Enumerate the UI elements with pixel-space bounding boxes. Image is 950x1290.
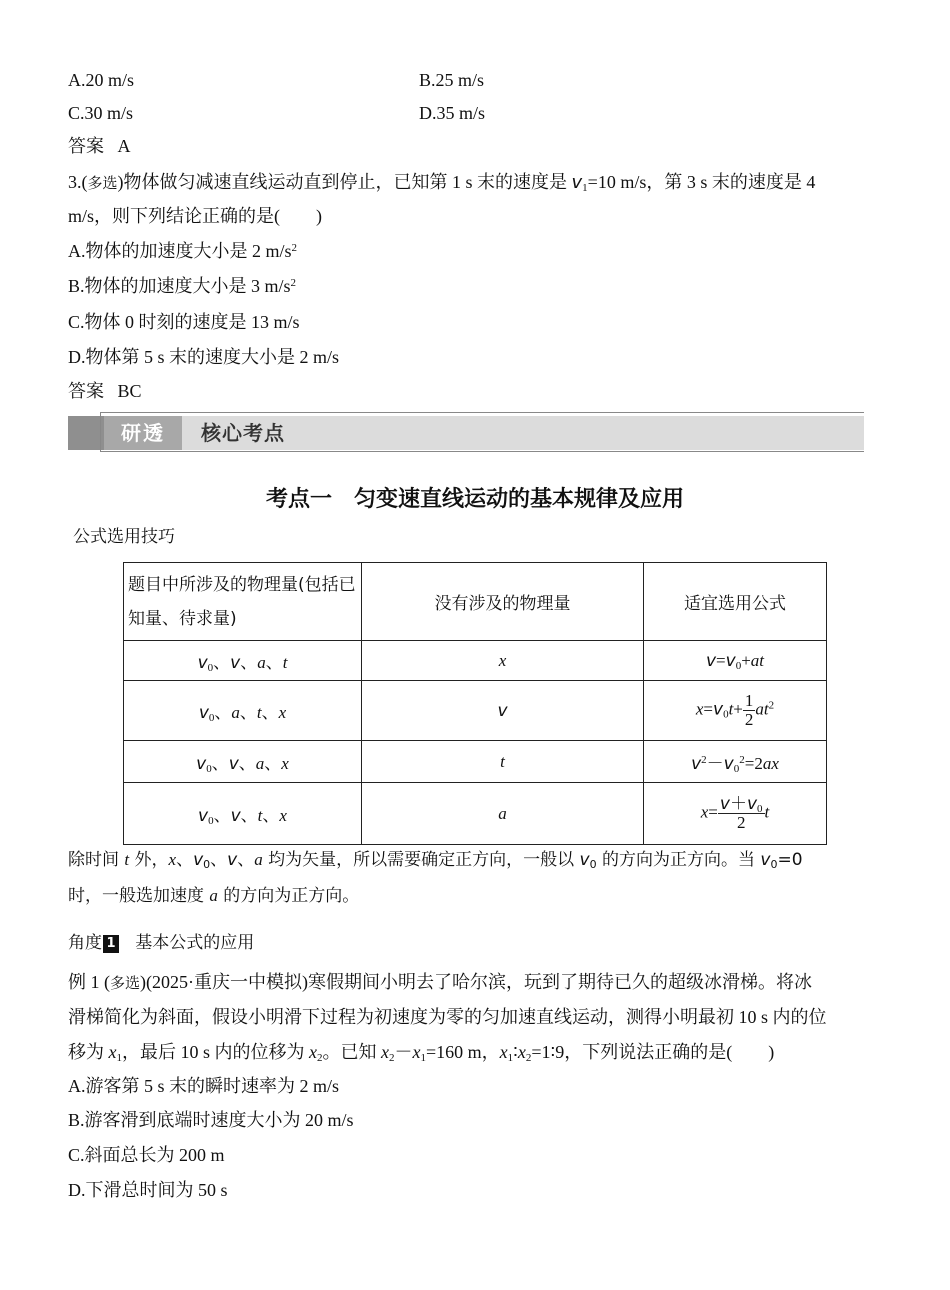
q3-stem-2: =10 m/s，第 3 s 末的速度是 4 <box>587 172 816 192</box>
q3-option-a: A.物体的加速度大小是 2 $m/s^2$ <box>68 241 298 261</box>
table-row: $v_0$、v、t、x a x= $\frac{v+v_0}{2}$ t <box>124 783 827 845</box>
section-banner <box>68 412 864 452</box>
option-a: A.20 m/s <box>68 70 135 90</box>
example-option-b: B.游客滑到底端时速度大小为 20 m/s <box>68 1110 354 1130</box>
banner-title: 核心考点 <box>201 421 285 445</box>
q3-answer-value: BC <box>117 381 142 401</box>
q3-stem-1: )物体做匀减速直线运动直到停止，已知第 1 s 末的速度是 <box>117 172 572 192</box>
question-3-stem: 3.(多选)物体做匀减速直线运动直到停止，已知第 1 s 末的速度是 $v_1=10$ m/s，第 3 s 末的速度是 4 <box>68 172 816 194</box>
example-1-line-1: 例 1 (多选)(2025·重庆一中模拟)寒假期间小明去了哈尔滨，玩到了期待已久的超级冰滑梯。将冰 <box>68 972 812 992</box>
example-option-a: A.游客第 5 s 末的瞬时速率为 2 m/s <box>68 1076 340 1096</box>
q3-tag: 多选 <box>87 176 118 192</box>
q3-option-d: D.物体第 5 s 末的速度大小是 2 m/s <box>68 347 340 367</box>
table-header-formula: 适宜选用公式 <box>644 563 827 641</box>
note-line-2: 时，一般选加速度 a 的方向为正方向。 <box>68 886 360 906</box>
formula-table <box>123 562 827 845</box>
table-row: $v_0$、a、t、x v $x=v_0t+$ $\frac{1}{2}$ $at^2$ <box>124 681 827 741</box>
q3-answer-label: 答案 <box>68 381 104 402</box>
example-option-d: D.下滑总时间为 50 s <box>68 1180 228 1200</box>
q3-prefix: 3.( <box>68 172 88 192</box>
example-1-line-3: 移为 $x_1$，最后 10 s 内的位移为 $x_2$。已知 $x_2-x_1=160$ m，$x_1∶x_2=1∶9$，下列说法正确的是( ) <box>68 1042 775 1064</box>
q3-option-c: C.物体 0 时刻的速度是 13 m/s <box>68 312 300 332</box>
tip-label: 公式选用技巧 <box>73 527 175 547</box>
answer-label: 答案 <box>68 136 104 157</box>
note-line-1: 除时间 t 外，x、$v_0$、v、a 均为矢量，所以需要确定正方向，一般以 $v_0$ 的方向为正方向。当 $v_0=0$ <box>68 850 803 871</box>
q3-option-b: B.物体的加速度大小是 3 $m/s^2$ <box>68 276 297 296</box>
answer-value: A <box>117 136 131 156</box>
angle-number-badge: 1 <box>103 935 119 953</box>
answer-line <box>68 134 131 159</box>
table-header-missing: 没有涉及的物理量 <box>362 563 644 641</box>
banner-tag: 研透 <box>104 416 182 450</box>
table-row: $v_0$、v、a、t x $v=v_0+at$ <box>124 641 827 681</box>
table-header-quantities: 题目中所涉及的物理量(包括已知量、待求量) <box>124 563 362 641</box>
example-1-line-2: 滑梯简化为斜面，假设小明滑下过程为初速度为零的匀加速直线运动，测得小明最初 10 s 内的位 <box>68 1007 827 1027</box>
table-row: $v_0$、v、a、x t $v^2-v_0^2=2ax$ <box>124 741 827 783</box>
option-c: C.30 m/s <box>68 103 134 123</box>
q3-answer-line <box>68 379 142 404</box>
option-b: B.25 m/s <box>419 70 485 90</box>
question-3-stem-cont: m/s，则下列结论正确的是( ) <box>68 206 322 226</box>
section-title: 考点一 匀变速直线运动的基本规律及应用 <box>265 487 684 512</box>
option-d: D.35 m/s <box>419 103 486 123</box>
angle-heading: 角度 1 基本公式的应用 <box>68 933 255 953</box>
example-option-c: C.斜面总长为 200 m <box>68 1145 225 1165</box>
